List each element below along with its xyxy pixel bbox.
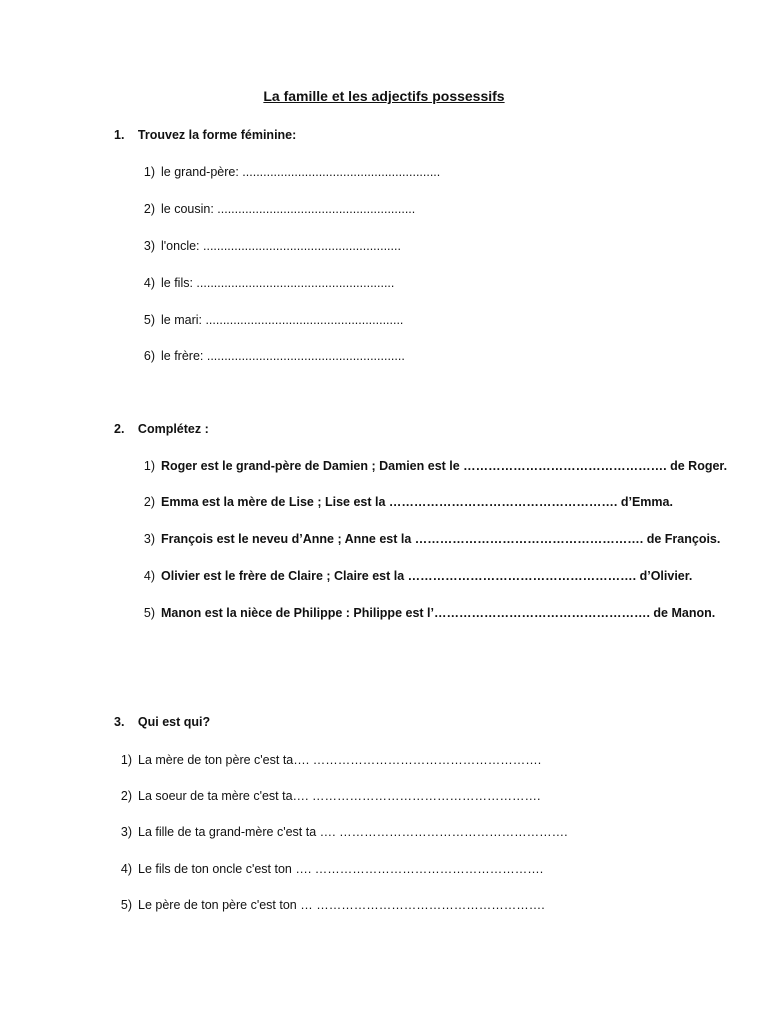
item-number: 4)	[143, 569, 155, 583]
item-text: le grand-père: .........................................................	[161, 165, 441, 179]
section3-heading-row	[114, 715, 210, 729]
section1-heading: Trouvez la forme féminine:	[137, 128, 297, 142]
item-number: 2)	[143, 202, 155, 216]
section2-item-4	[133, 569, 692, 583]
item-number: 4)	[143, 276, 155, 290]
section1-item-2	[133, 202, 415, 216]
item-text: François est le neveu d’Anne ; Anne est la ………………………………………………. de François.	[161, 532, 721, 546]
item-number: 4)	[120, 862, 132, 876]
section3-item-3	[110, 825, 568, 839]
section3-item-4	[110, 862, 543, 876]
section1-item-6	[133, 349, 405, 363]
item-text: le cousin: .........................................................	[161, 202, 416, 216]
section2-item-5	[133, 606, 715, 620]
item-number: 5)	[143, 313, 155, 327]
section1-heading-row	[114, 128, 296, 142]
section1-item-4	[133, 276, 394, 290]
section2-number: 2.	[114, 422, 125, 436]
item-text: La mère de ton père c'est ta…. ……………………………………………….	[138, 753, 542, 767]
item-text: Le père de ton père c'est ton … ……………………………………………….	[138, 898, 545, 912]
item-number: 2)	[120, 789, 132, 803]
item-text: Emma est la mère de Lise ; Lise est la ………………………………………………. d’Emma.	[161, 495, 673, 509]
item-text: Olivier est le frère de Claire ; Claire est la ………………………………………………. d’Olivier.	[161, 569, 693, 583]
section2-item-1	[133, 459, 727, 473]
item-number: 1)	[143, 165, 155, 179]
item-text: Roger est le grand-père de Damien ; Damien est le …………………………………………. de Roger.	[161, 459, 728, 473]
page-title: La famille et les adjectifs possessifs	[263, 88, 505, 104]
item-number: 6)	[143, 349, 155, 363]
section1-item-3	[133, 239, 401, 253]
item-text: Le fils de ton oncle c'est ton …. ……………………………………………….	[138, 862, 544, 876]
item-number: 1)	[143, 459, 155, 473]
section2-heading: Complétez :	[137, 422, 209, 436]
section1-item-1	[133, 165, 440, 179]
item-number: 3)	[143, 532, 155, 546]
section3-item-1	[110, 753, 541, 767]
item-text: le mari: .........................................................	[161, 313, 404, 327]
section1-number: 1.	[114, 128, 125, 142]
item-number: 2)	[143, 495, 155, 509]
item-text: La soeur de ta mère c'est ta…. ……………………………………………….	[138, 789, 541, 803]
section2-item-3	[133, 532, 720, 546]
section2-heading-row	[114, 422, 209, 436]
section3-item-5	[110, 898, 545, 912]
item-number: 3)	[120, 825, 132, 839]
section3-number: 3.	[114, 715, 125, 729]
item-text: le frère: .........................................................	[161, 349, 405, 363]
item-text: La fille de ta grand-mère c'est ta …. ……………………………………………….	[138, 825, 568, 839]
item-text: l'oncle: .........................................................	[161, 239, 401, 253]
item-number: 1)	[120, 753, 132, 767]
item-text: Manon est la nièce de Philippe : Philippe est l’……………………………………………. de Manon.	[161, 606, 716, 620]
item-number: 3)	[143, 239, 155, 253]
item-number: 5)	[120, 898, 132, 912]
section3-heading: Qui est qui?	[137, 715, 211, 729]
section3-item-2	[110, 789, 540, 803]
section2-item-2	[133, 495, 673, 509]
item-number: 5)	[143, 606, 155, 620]
section1-item-5	[133, 313, 403, 327]
item-text: le fils: .........................................................	[161, 276, 395, 290]
